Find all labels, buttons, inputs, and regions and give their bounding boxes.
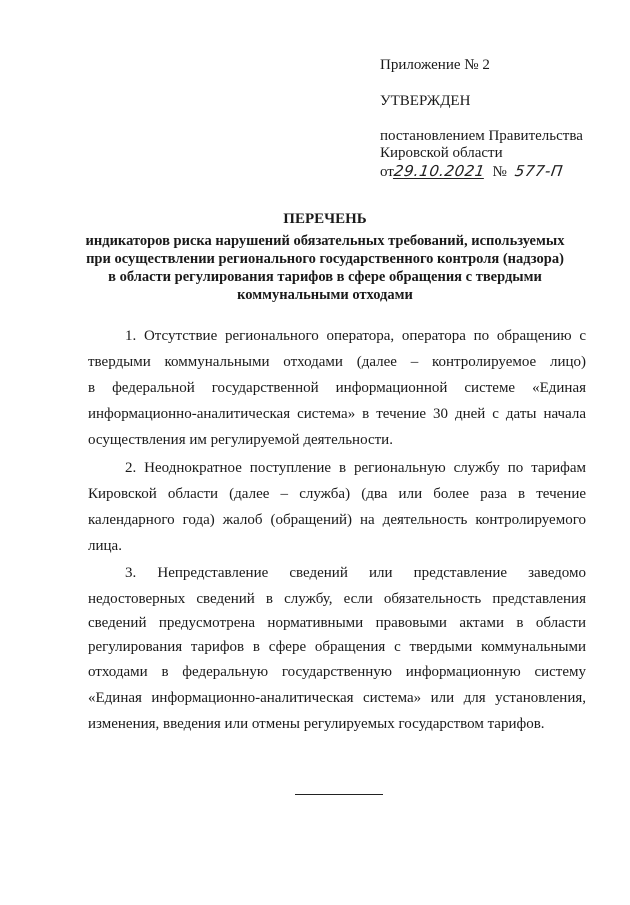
handwritten-date: 29.10.2021 bbox=[392, 162, 487, 180]
end-divider bbox=[295, 794, 383, 795]
paragraph-line: 1. Отсутствие регионального оператора, оператора по обращению с bbox=[125, 328, 586, 344]
decree-line-1: постановлением Правительства bbox=[380, 128, 583, 144]
title-line: при осуществлении регионального государственного контроля (надзора) bbox=[86, 251, 564, 267]
paragraph-line: твердыми коммунальными отходами (далее – контролируемое лицо) bbox=[88, 354, 586, 370]
title-line: индикаторов риска нарушений обязательных требований, используемых bbox=[85, 233, 565, 249]
title-line: в области регулирования тарифов в сфере обращения с твердыми bbox=[108, 269, 542, 285]
paragraph-line: недостоверных сведений в службу, если обязательность представления bbox=[88, 591, 586, 607]
paragraph-line: 2. Неоднократное поступление в региональную службу по тарифам bbox=[125, 460, 586, 476]
paragraph-line: «Единая информационно-аналитическая система» или для установления, bbox=[88, 690, 586, 706]
paragraph-line: в федеральной государственной информационной системе «Единая bbox=[88, 380, 586, 396]
paragraph-line: отходами в федеральную государственную информационную систему bbox=[88, 664, 586, 680]
decree-line-2: Кировской области bbox=[380, 145, 503, 161]
number-prefix: № bbox=[492, 164, 507, 180]
paragraph-line: сведений предусмотрена нормативными правовыми актами в области bbox=[88, 615, 586, 631]
paragraph-line: 3. Непредставление сведений или представление заведомо bbox=[125, 565, 586, 581]
appendix-label: Приложение № 2 bbox=[380, 57, 490, 73]
date-prefix: от bbox=[380, 164, 394, 180]
paragraph-line: Кировской области (далее – служба) (два или более раза в течение bbox=[88, 486, 586, 502]
approved-label: УТВЕРЖДЕН bbox=[380, 93, 471, 109]
paragraph-line: регулирования тарифов в сфере обращения с твердыми коммунальными bbox=[88, 639, 586, 655]
paragraph-line: информационно-аналитическая система» в течение 30 дней с даты начала bbox=[88, 406, 586, 422]
paragraph-line: календарного года) жалоб (обращений) на деятельность контролируемого bbox=[88, 512, 586, 528]
title-main: ПЕРЕЧЕНЬ bbox=[283, 211, 367, 227]
handwritten-number: 577-П bbox=[513, 162, 564, 180]
paragraph-line: изменения, введения или отмены регулируемых государством тарифов. bbox=[88, 716, 545, 732]
paragraph-line: лица. bbox=[88, 538, 122, 554]
paragraph-line: осуществления им регулируемой деятельности. bbox=[88, 432, 393, 448]
title-line: коммунальными отходами bbox=[237, 287, 413, 303]
decree-date-number-line bbox=[380, 162, 562, 181]
